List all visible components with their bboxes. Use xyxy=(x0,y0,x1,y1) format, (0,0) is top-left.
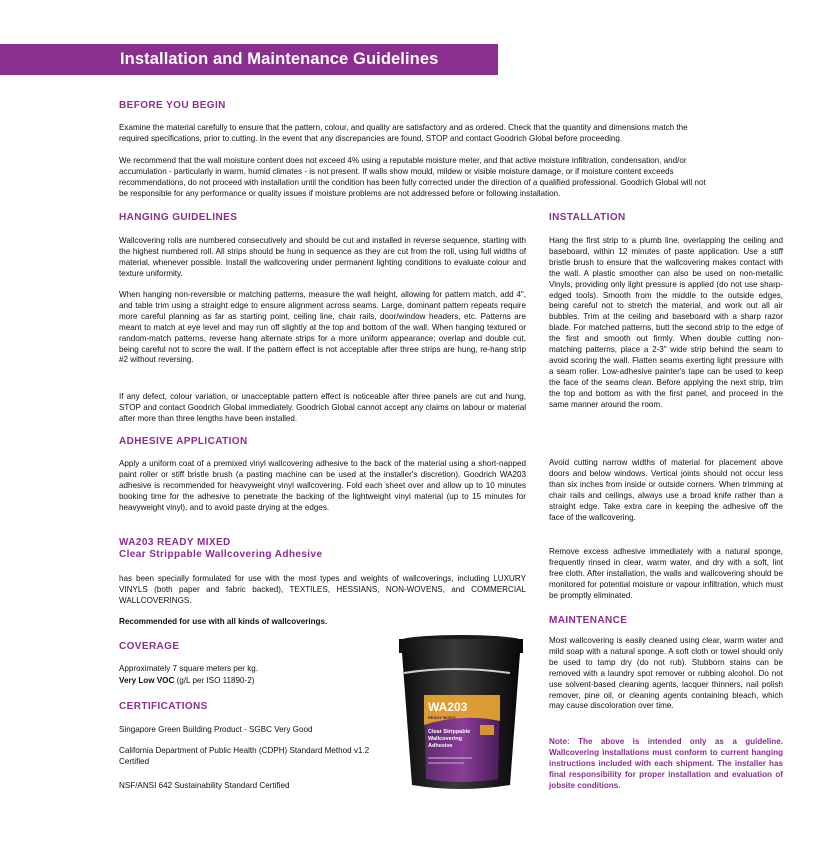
product-recommendation: Recommended for use with all kinds of wallcoverings. xyxy=(119,617,328,626)
page-title-banner xyxy=(0,44,498,75)
certifications-heading: CERTIFICATIONS xyxy=(119,701,208,712)
before-paragraph-1: Examine the material carefully to ensure that the pattern, colour, and quality are satisfactory and as ordered. Check that the quantity and dimensions match the required specifications, prior to cutting. In the event that any discrepancies are found, STOP and contact Goodrich Global before proceeding. xyxy=(119,123,688,143)
hanging-paragraph-1: Wallcovering rolls are numbered consecutively and should be cut and installed in reverse sequence, starting with the highest numbered roll. All strips should be hung in sequence as they are cut from the roll, using full widths of material, whenever possible. Install the wallcovering under permanent lighting conditions to evaluate colour and texture uniformity. xyxy=(119,236,526,278)
maintenance-paragraph: Most wallcovering is easily cleaned using clear, warm water and mild soap with a natural sponge. A soft cloth or towel should only be used to tamp dry (do not rub). Stubborn stains can be removed with a laundry spot remover or rubbing alcohol. Do not use solvent-based cleaning agents, lacquer thinners, nail polish remover, pine oil, or cleaning agents containing bleach, which may cause discoloration over time. xyxy=(549,636,783,711)
before-paragraph-2: We recommend that the wall moisture content does not exceed 4% using a reputable moisture meter, and that active moisture infiltration, condensation, and/or accumulation - particularly in warm, humid climates - is not present. If walls show mould, mildew or visible moisture damage, or if moisture content exceeds recommendations, do not proceed with installation until the condition has been fully corrected under the direction of a qualified professional. Goodrich Global will not be responsible for any performance or quality issues if moisture problems are not addressed before or following installation. xyxy=(119,156,706,198)
product-title-1: WA203 READY MIXED xyxy=(119,537,231,548)
before-heading: BEFORE YOU BEGIN xyxy=(119,100,226,111)
voc-label: Very Low VOC xyxy=(119,676,175,685)
bucket-label-line: Clear Strippable xyxy=(428,729,471,735)
installation-paragraph-3: Remove excess adhesive immediately with a natural sponge, frequently rinsed in clear, warm water, and dry with a soft, lint free cloth. After installation, the walls and wallcovering should be monitored for potential moisture or vapour infiltration, which must be promptly eliminated. xyxy=(549,547,783,600)
installation-paragraph-2: Avoid cutting narrow widths of material for placement above doors and below windows. Vertical joints should not occur less than six inches from inside or outside corners. When trimming at chair rails and ceilings, always use a broad knife rather than a straight edge. Take extra care in keeping the adhesive off the face of the wallcovering. xyxy=(549,458,783,522)
coverage-heading: COVERAGE xyxy=(119,641,180,652)
installation-heading: INSTALLATION xyxy=(549,212,626,223)
bucket-brand: WA203 xyxy=(428,700,468,714)
certification-item: NSF/ANSI 642 Sustainability Standard Certified xyxy=(119,781,290,790)
maintenance-note: Note: The above is intended only as a guideline. Wallcovering installations must conform to current hanging instructions included with each shipment. The installer has final responsibility for proper installation and evaluation of jobsite conditions. xyxy=(549,737,783,790)
hanging-paragraph-3: If any defect, colour variation, or unacceptable pattern effect is noticeable after three panels are cut and hung, STOP and contact Goodrich Global immediately. Goodrich Global cannot accept any claims on labour or material after more than three lengths have been installed. xyxy=(119,392,526,423)
bucket-label-line: Wallcovering xyxy=(428,736,463,742)
adhesive-heading: ADHESIVE APPLICATION xyxy=(119,436,248,447)
voc-detail: (g/L per ISO 11890-2) xyxy=(174,676,255,685)
bucket-subtitle: READY MIXED xyxy=(428,715,456,720)
maintenance-heading: MAINTENANCE xyxy=(549,615,628,626)
bucket-label-line: Adhesive xyxy=(428,743,453,749)
adhesive-paragraph: Apply a uniform coat of a premixed vinyl wallcovering adhesive to the back of the material using a short-napped paint roller or stiff bristle brush (a pasting machine can be used at the installer's discretion). Goodrich WA203 adhesive is recommended for heavyweight vinyl wallcovering. Fold each sheet over and allow up to 10 minutes booking time for the adhesive to penetrate the backing of the lightweight vinyl material (up to 15 minutes for heavyweight vinyl), and to avoid paste drying at the edges. xyxy=(119,459,526,512)
page-title: Installation and Maintenance Guidelines xyxy=(120,50,439,68)
adhesive-bucket-image xyxy=(394,633,529,793)
coverage-line: Approximately 7 square meters per kg. xyxy=(119,664,259,673)
hanging-paragraph-2: When hanging non-reversible or matching patterns, measure the wall height, allowing for pattern match, add 4", and table trim using a straight edge to ensure alignment across seams. Large, dominant pattern repeats require more careful planning as far as starting point, ceiling line, chair rails, door/window headers, etc. Patterns are meant to match at eye level and may run off slightly at the top and bottom of the wall. When hanging textured or random-match patterns, reverse hang alternate strips for a more uniform appearance; overlap and double cut, being careful not to score the wall. If the pattern effect is not acceptable after three strips are hung, re-hang strip #2 without reversing. xyxy=(119,290,526,365)
hanging-heading: HANGING GUIDELINES xyxy=(119,212,238,223)
product-title-2: Clear Strippable Wallcovering Adhesive xyxy=(119,549,323,560)
voc-line xyxy=(119,676,389,687)
certification-item: Singapore Green Building Product - SGBC Very Good xyxy=(119,725,313,734)
certification-item: California Department of Public Health (CDPH) Standard Method v1.2 Certified xyxy=(119,746,370,766)
product-description: has been specially formulated for use with the most types and weights of wallcoverings, including LUXURY VINYLS (both paper and fabric backed), TEXTILES, HESSIANS, NON-WOVENS, and COMMERCIAL WALLCOVERINGS. xyxy=(119,574,526,605)
installation-paragraph-1: Hang the first strip to a plumb line, overlapping the ceiling and baseboard, within 12 minutes of paste application. Use a stiff bristle brush to ensure that the wallcovering makes contact with the wall. A plastic smoother can also be used on non-metallic Vinyls, providing only light pressure is applied (do not use sharp-edged tools). Smooth from the middle to the outside edges, being careful not to stretch the material, and work out all air bubbles. Trim at the ceiling and baseboard with a sharp razor blade. For matched patterns, butt the second strip to the edge of the first and smooth out firmly. When double cutting non-matching patterns, place a 2-3" wide strip behind the seam to avoid scoring the wall. Flatten seams exerting light pressure with a seam roller. Low-adhesive painter's tape can be used to keep the face of the seams clean. Before applying the next strip, trim the top and bottom as with the first panel, and proceed in the same manner around the room. xyxy=(549,236,783,409)
